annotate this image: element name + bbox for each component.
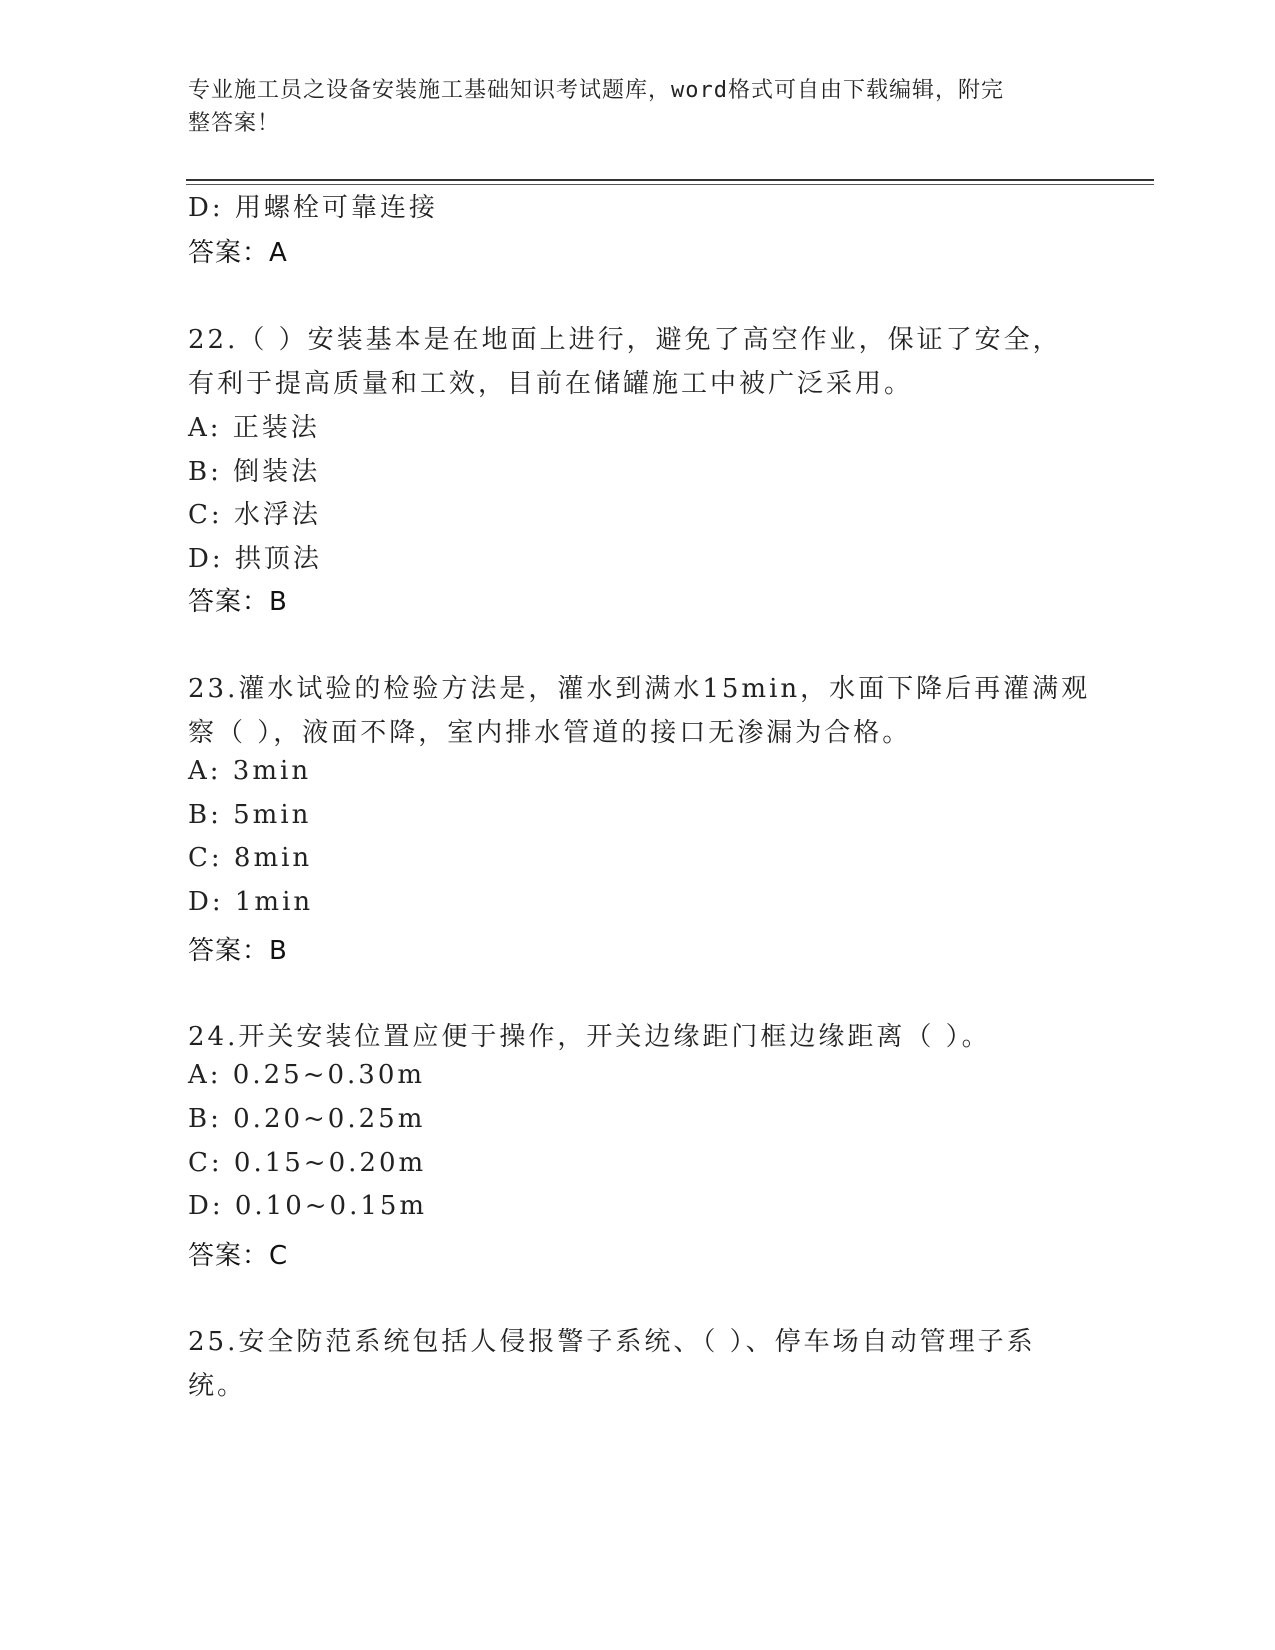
q23-option-a: A: 3min [188,756,312,786]
q25-stem-line-2: 统。 [188,1371,247,1401]
q24-option-d: D: 0.10~0.15m [188,1191,428,1221]
q22-option-d: D: 拱顶法 [188,544,322,574]
q22-answer: 答案：B [188,587,288,617]
q23-stem-line-1: 23.灌水试验的检验方法是，灌水到满水15min，水面下降后再灌满观 [188,674,1091,704]
header-divider-thick [186,179,1154,181]
q24-option-a: A: 0.25~0.30m [188,1060,426,1090]
q22-option-b: B: 倒装法 [188,457,321,487]
prev-answer: 答案：A [188,238,288,268]
q25-stem-line-1: 25.安全防范系统包括人侵报警子系统、（ ）、停车场自动管理子系 [188,1327,1036,1357]
q24-answer: 答案：C [188,1241,289,1271]
header-line-1: 专业施工员之设备安装施工基础知识考试题库，word格式可自由下载编辑，附完 [188,78,1004,103]
prev-option-d: D: 用螺栓可靠连接 [188,193,438,223]
q22-stem-line-2: 有利于提高质量和工效，目前在储罐施工中被广泛采用。 [188,369,914,399]
q24-stem-line-1: 24.开关安装位置应便于操作，开关边缘距门框边缘距离（ ）。 [188,1022,991,1052]
q23-answer: 答案：B [188,936,288,966]
q23-option-d: D: 1min [188,887,314,917]
document-header [188,74,1068,140]
q24-option-b: B: 0.20~0.25m [188,1104,426,1134]
header-line-2: 整答案！ [188,111,281,136]
q23-stem-line-2: 察（ ），液面不降，室内排水管道的接口无渗漏为合格。 [188,718,912,748]
q23-option-b: B: 5min [188,800,312,830]
q23-option-c: C: 8min [188,843,313,873]
q22-option-c: C: 水浮法 [188,500,321,530]
header-divider-thin [186,184,1154,185]
q22-stem-line-1: 22.（ ）安装基本是在地面上进行，避免了高空作业，保证了安全， [188,325,1062,355]
q24-option-c: C: 0.15~0.20m [188,1148,427,1178]
q22-option-a: A: 正装法 [188,413,320,443]
